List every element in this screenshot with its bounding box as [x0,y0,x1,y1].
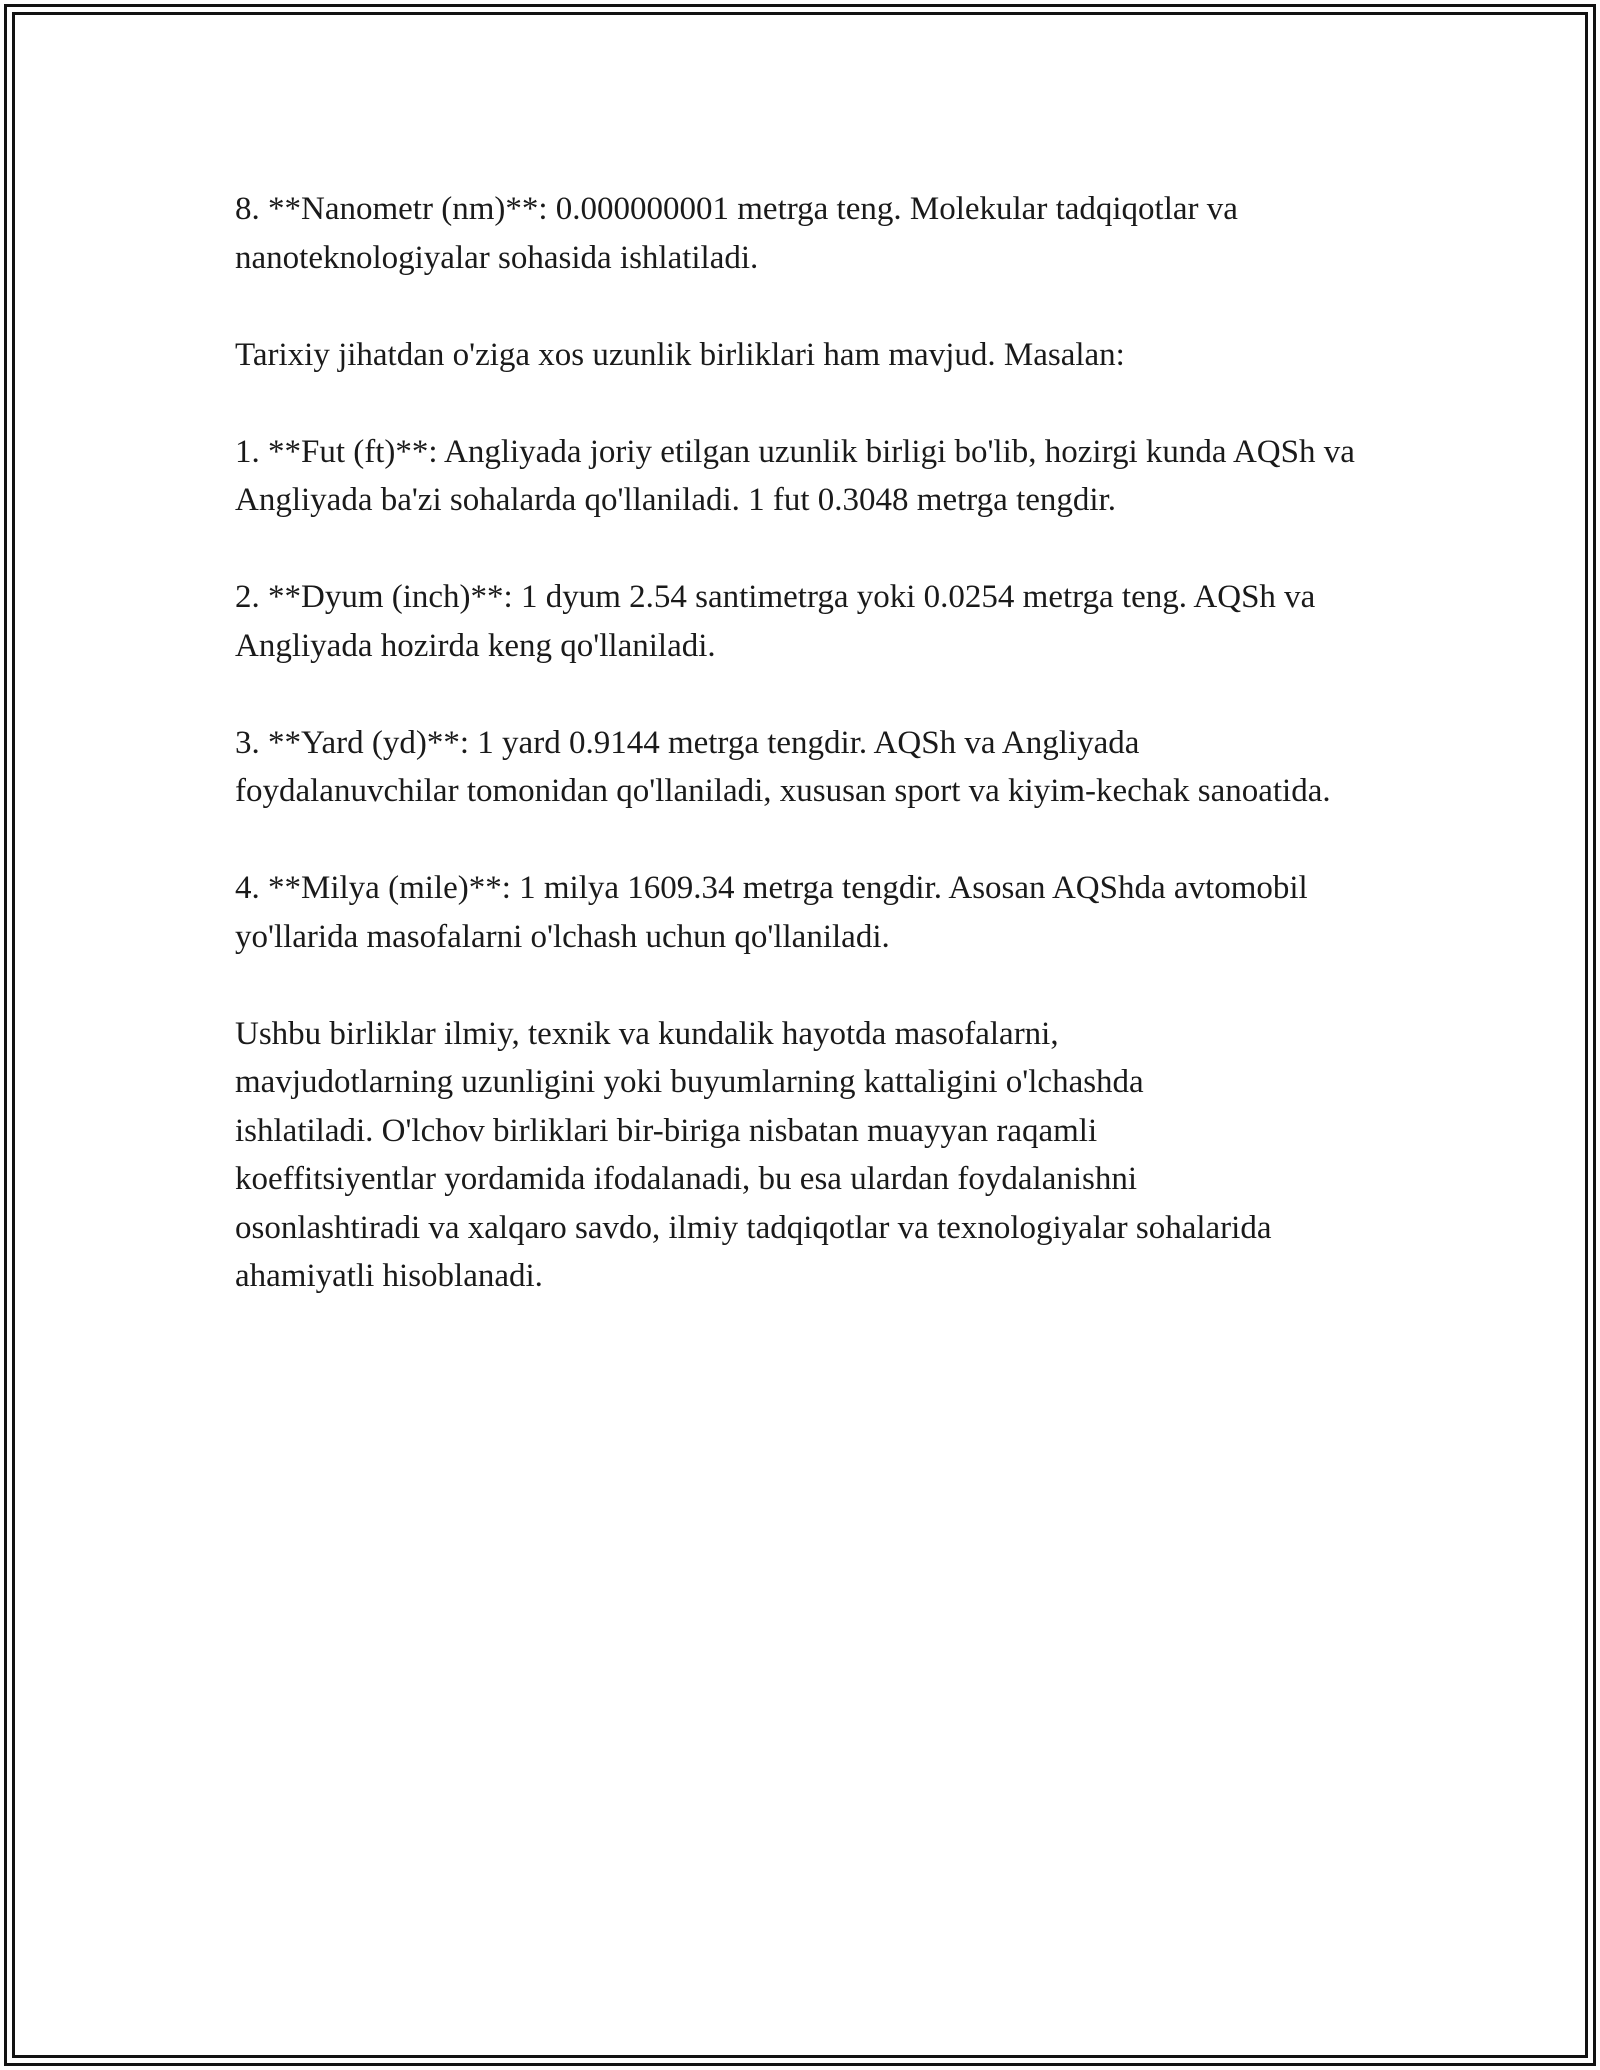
paragraph-fut: 1. **Fut (ft)**: Angliyada joriy etilgan uzunlik birligi bo'lib, hozirgi kunda AQSh va Angliyada ba'zi sohalarda qo'llaniladi. 1 fut 0.3048 metrga tengdir. [235,433,1355,518]
paragraph-dyum: 2. **Dyum (inch)**: 1 dyum 2.54 santimetrga yoki 0.0254 metrga teng. AQSh va Angliyada hozirda keng qo'llaniladi. [235,579,1316,664]
paragraph-yard: 3. **Yard (yd)**: 1 yard 0.9144 metrga tengdir. AQSh va Angliyada foydalanuvchilar tomonidan qo'llaniladi, xususan sport va kiyim-kechak sanoatida. [235,724,1331,809]
paragraph-nanometr: 8. **Nanometr (nm)**: 0.000000001 metrga teng. Molekular tadqiqotlar va nanoteknologiyalar sohasida ishlatiladi. [235,191,1238,276]
paragraph-intro-historical: Tarixiy jihatdan o'ziga xos uzunlik birliklari ham mavjud. Masalan: [235,336,1125,373]
paragraph-milya: 4. **Milya (mile)**: 1 milya 1609.34 metrga tengdir. Asosan AQShda avtomobil yo'llarida masofalarni o'lchash uchun qo'llaniladi. [235,870,1308,955]
document-body [235,185,1385,1349]
paragraph-conclusion: Ushbu birliklar ilmiy, texnik va kundalik hayotda masofalarni, mavjudotlarning uzunligini yoki buyumlarning kattaligini o'lchashda ishlatiladi. O'lchov birliklari bir-biriga nisbatan muayyan raqamli koeffitsiyentlar yordamida ifodalanadi, bu esa ulardan foydalanishni osonlashtiradi va xalqaro savdo, ilmiy tadqiqotlar va texnologiyalar sohalarida ahamiyatli hisoblanadi. [235,1015,1272,1294]
